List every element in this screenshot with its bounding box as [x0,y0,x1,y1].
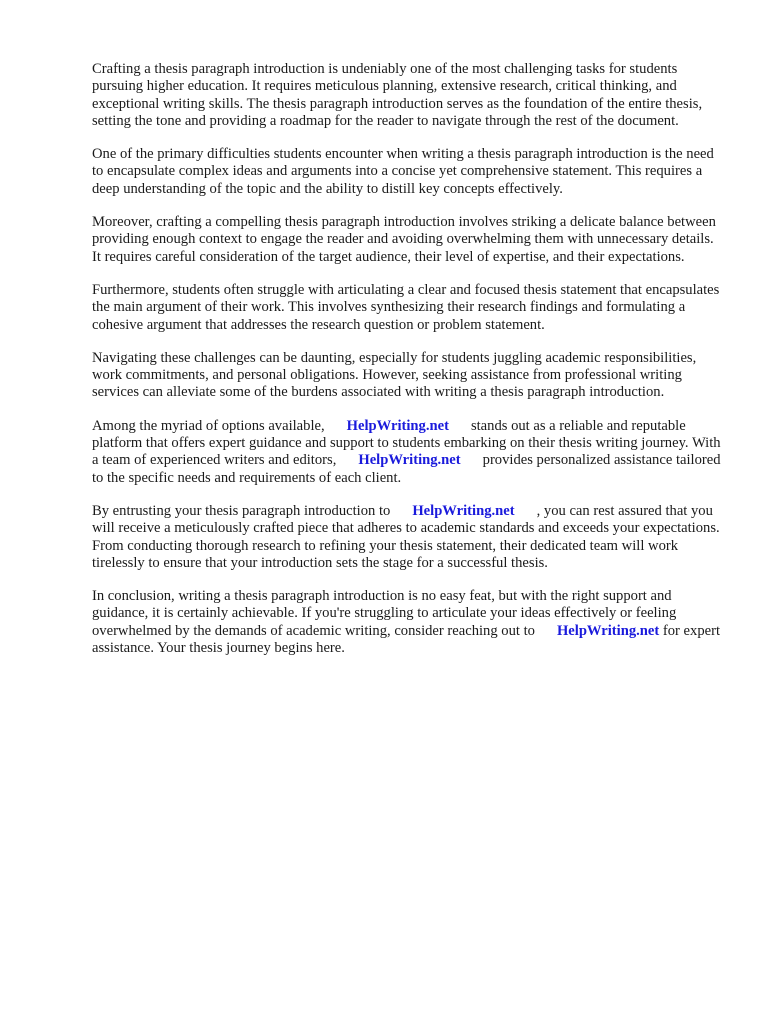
paragraph-difficulties: One of the primary difficulties students encounter when writing a thesis paragraph introduction is the need to encapsulate complex ideas and arguments into a concise yet comprehensive statement. This requires a deep understanding of the topic and the ability to distill key concepts effectively. [92,146,714,197]
paragraph-options-text-b: stands out as a reliable and reputable platform that offers expert guidance and support to students embarking on their thesis writing journey. With a team of experienced writers and editors, [92,417,721,469]
helpwriting-link[interactable]: HelpWriting.net [346,417,449,434]
helpwriting-link[interactable]: HelpWriting.net [358,452,461,469]
paragraph-conclusion-text-b: for expert assistance. Your thesis journey begins here. [92,622,721,657]
helpwriting-link[interactable]: HelpWriting.net [556,622,660,639]
helpwriting-link[interactable]: HelpWriting.net [412,502,515,519]
paragraph-conclusion [92,588,722,657]
paragraph-thesis-statement: Furthermore, students often struggle with articulating a clear and focused thesis statement that encapsulates the main argument of their work. This involves synthesizing their research findings and formulating a cohesive argument that addresses the research question or problem statement. [92,281,720,333]
paragraph-intro: Crafting a thesis paragraph introduction is undeniably one of the most challenging tasks for students pursuing higher education. It requires meticulous planning, extensive research, critical thinking, and exceptional writing skills. The thesis paragraph introduction serves as the foundation of the entire thesis, setting the tone and providing a roadmap for the reader to navigate through the rest of the document. [92,61,703,129]
paragraph-conclusion-text-a: In conclusion, writing a thesis paragraph introduction is no easy feat, but with the right support and guidance, it is certainly achievable. If you're struggling to articulate your ideas effectively or feeling overwhelmed by the demands of academic writing, consider reaching out to [92,588,677,639]
paragraph-options [92,418,722,487]
paragraph-entrusting-text-b: , you can rest assured that you will receive a meticulously crafted piece that adheres to academic standards and exceeds your expectations. From conducting thorough research to refining your thesis statement, their dedicated team will work tirelessly to ensure that your introduction sets the stage for a successful thesis. [92,502,720,571]
paragraph-options-text-a: Among the myriad of options available, [92,417,325,434]
paragraph-entrusting-text-a: By entrusting your thesis paragraph introduction to [92,502,391,519]
paragraph-challenges: Navigating these challenges can be daunting, especially for students juggling academic responsibilities, work commitments, and personal obligations. However, seeking assistance from professional writing services can alleviate some of the burdens associated with writing a thesis paragraph introduction. [92,349,697,401]
paragraph-options-text-c: provides personalized assistance tailored to the specific needs and requirements of each client. [92,452,721,486]
paragraph-balance: Moreover, crafting a compelling thesis paragraph introduction involves striking a delicate balance between providing enough context to engage the reader and avoiding overwhelming them with unnecessary details. It requires careful consideration of the target audience, their level of expertise, and their expectations. [92,214,716,265]
paragraph-entrusting [92,503,722,572]
document-page [92,61,722,673]
